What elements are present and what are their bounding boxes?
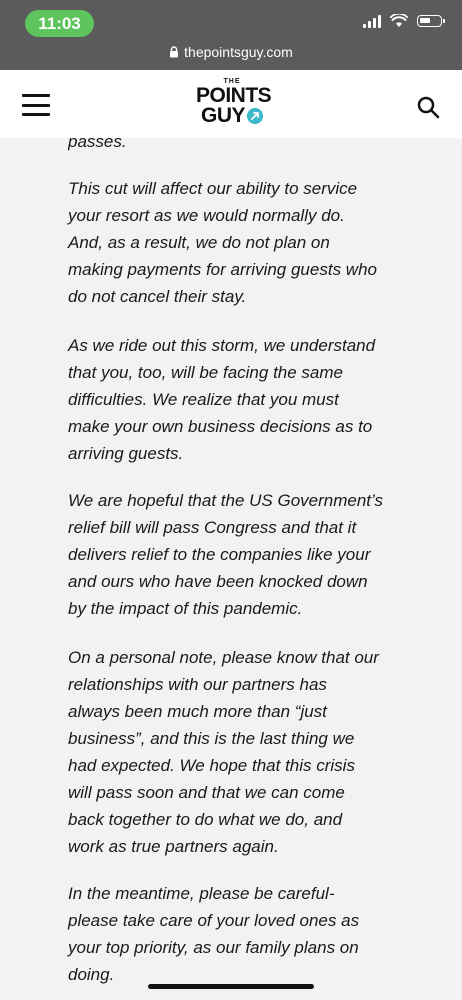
article-paragraph (68, 175, 414, 310)
article-paragraph (68, 644, 414, 860)
logo-the: THE (223, 78, 241, 85)
logo-guy-row (201, 106, 263, 126)
signal-icon (363, 14, 381, 28)
site-logo[interactable] (196, 78, 272, 134)
home-indicator[interactable] (148, 984, 314, 989)
fragment-text: passes. (68, 132, 127, 151)
paragraph-text: In the meantime, please be careful- please take care of your loved ones as your top priority, as our family plans on doing. (68, 884, 360, 984)
search-icon[interactable] (416, 95, 440, 119)
paragraph-text: On a personal note, please know that our relationships with our partners has always been much more than “just business”, and this is the last thing we had expected. We hope that this crisis will pass soon and that we can come back together to do what we do, and work as true partners again. (68, 648, 379, 856)
status-bar (0, 0, 462, 70)
battery-icon (417, 15, 442, 27)
article-paragraph (68, 487, 414, 622)
paragraph-text: As we ride out this storm, we understand that you, too, will be facing the same difficulties. We realize that you must make your own business decisions as to arriving guests. (68, 336, 376, 463)
status-time: 11:03 (25, 10, 94, 37)
menu-icon[interactable] (22, 94, 50, 116)
logo-guy: GUY (200, 104, 245, 127)
article-paragraph (68, 332, 414, 467)
paragraph-text: We are hopeful that the US Government’s relief bill will pass Congress and that it delivers relief to the companies like your and ours who have been knocked down by the impact of this pandemic. (68, 491, 383, 618)
status-icons (363, 14, 442, 28)
url-text: thepointsguy.com (184, 44, 293, 60)
lock-icon (169, 46, 179, 58)
article-paragraph (68, 880, 414, 988)
arrow-badge-icon (247, 108, 263, 124)
paragraph-text: This cut will affect our ability to service your resort as we would normally do. And, as a result, we do not plan on making payments for arriving guests who do not cancel their stay. (68, 179, 377, 306)
address-bar[interactable] (0, 44, 462, 60)
logo-points: POINTS (196, 84, 272, 107)
article-fragment (68, 128, 414, 153)
wifi-icon (390, 14, 408, 28)
